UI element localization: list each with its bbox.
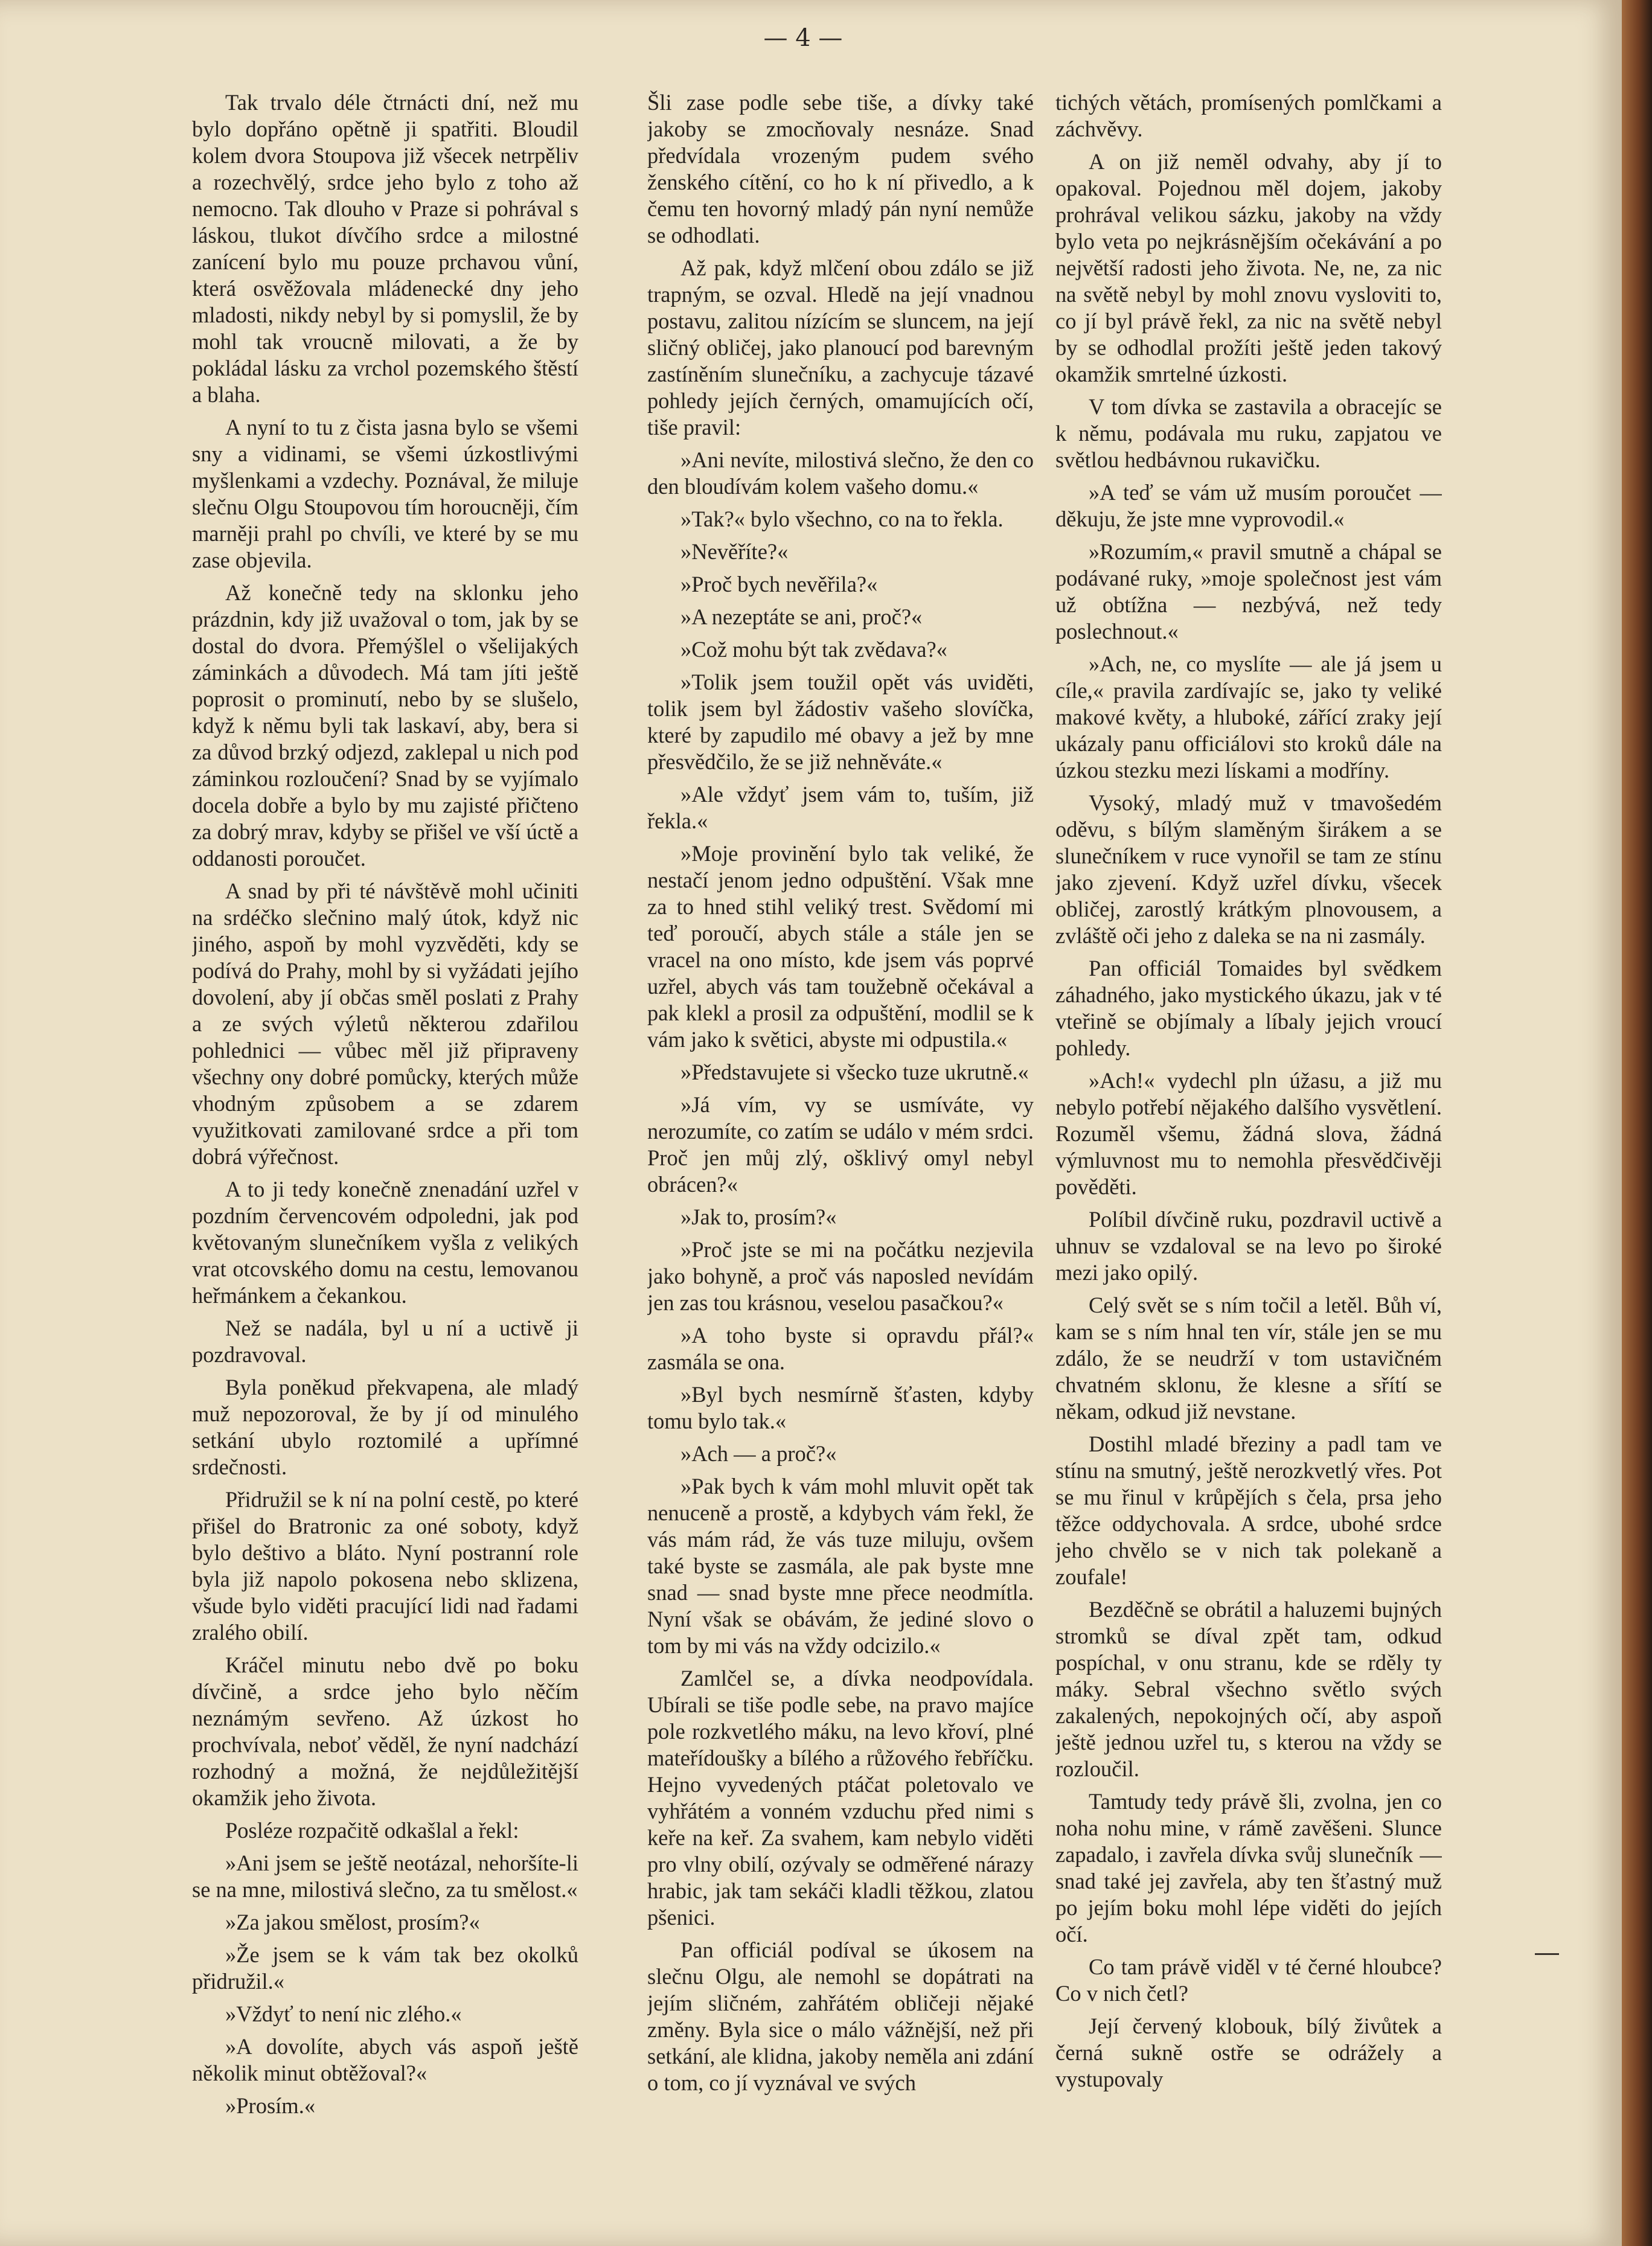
paragraph: Byla poněkud překvapena, ale mladý muž nepozoroval, že by jí od minulého setkání ubylo roztomilé a upřímné srdečnosti.: [192, 1375, 578, 1479]
paragraph: »A dovolíte, abych vás aspoň ještě několik minut obtěžoval?«: [192, 2034, 578, 2085]
paragraph: »Ani jsem se ještě neotázal, nehoršíte-li se na mne, milostivá slečno, za tu smělost.«: [192, 1851, 578, 1902]
paragraph: »Ach, ne, co myslíte — ale já jsem u cíle,« pravila zardívajíc se, jako ty veliké makové květy, a hluboké, zářící zraky její ukázaly panu officiálovi sto kroků dále na úzkou stezku mezi lískami a modříny.: [1055, 651, 1442, 782]
page-number: — 4 —: [763, 24, 843, 52]
text-column-3: [1055, 89, 1442, 2209]
paragraph: »Prosím.«: [225, 2093, 316, 2118]
paragraph: Vysoký, mladý muž v tmavošedém oděvu, s bílým slaměným širákem a se slunečníkem v ruce vynořil se tam ze stínu jako zjevení. Když uzřel dívku, všecek obličej, zarostlý krátkým plnovousem, a zvláště oči jeho z daleka se na ni zasmály.: [1055, 790, 1442, 948]
paragraph: A to ji tedy konečně znenadání uzřel v pozdním červencovém odpoledni, jak pod květovaným slunečníkem vyšla z velikých vrat otcovského domu na cestu, lemovanou heřmánkem a čekankou.: [192, 1177, 578, 1308]
paragraph: »Což mohu být tak zvědava?«: [680, 637, 947, 662]
book-edge: [1622, 0, 1652, 2246]
paragraph: »Proč bych nevěřila?«: [680, 572, 878, 597]
margin-mark: [1535, 1953, 1559, 1955]
paragraph: »Představujete si všecko tuze ukrutně.«: [680, 1060, 1029, 1084]
paragraph: Její červený klobouk, bílý živůtek a černá sukně ostře se odrážely a vystupovaly: [1055, 2014, 1442, 2091]
paragraph: Až konečně tedy na sklonku jeho prázdnin, kdy již uvažoval o tom, jak by se dostal do dvora. Přemýšlel o všelijakých záminkách a důvodech. Má tam jíti ještě poprosit o prominutí, nebo by se slušelo, když k němu byli tak laskaví, aby, bera si za důvod brzký odjezd, zaklepal u nich pod záminkou rozloučení? Snad by se vyjímalo docela dobře a bylo by mu zajisté přičteno za dobrý mrav, kdyby se přišel ve vší úctě a oddanosti poroučet.: [192, 580, 578, 871]
paragraph: »Proč jste se mi na počátku nezjevila jako bohyně, a proč vás naposled nevídám jen zas tou krásnou, veselou pasačkou?«: [647, 1237, 1034, 1315]
paragraph: »Jak to, prosím?«: [680, 1205, 837, 1229]
paragraph: Celý svět se s ním točil a letěl. Bůh ví, kam se s ním hnal ten vír, stále jen se mu zdálo, že se neudrží v tom ustavičném chvatném sklonu, že klesne a sřítí se někam, odkud již nevstane.: [1055, 1293, 1442, 1424]
paragraph: »Moje provinění bylo tak veliké, že nestačí jenom jedno odpuštění. Však mne za to hned stihl veliký trest. Svědomí mi teď poroučí, abych stále a stále jen se vracel na ono místo, kde jsem vás poprvé uzřel, abych vás tam toužebně očekával a pak klekl a prosil za odpuštění, modlil se k vám jako k světici, abyste mi odpustila.«: [647, 841, 1034, 1052]
paragraph: Pan officiál Tomaides byl svědkem záhadného, jako mystického úkazu, jak v té vteřině se objímaly a líbaly jejich vroucí pohledy.: [1055, 956, 1442, 1060]
paragraph: »Za jakou smělost, prosím?«: [225, 1910, 480, 1934]
paragraph: »Nevěříte?«: [680, 539, 789, 564]
paragraph: »Vždyť to není nic zlého.«: [225, 2001, 462, 2026]
paragraph: »Pak bych k vám mohl mluvit opět tak nenuceně a prostě, a kdybych vám řekl, že vás mám rád, že vás tuze miluju, ovšem také byste se zasmála, ale pak byste mne snad — snad byste mne přece neodmítla. Nyní však se obávám, že jediné slovo o tom by mi vás na vždy odcizilo.«: [647, 1474, 1034, 1658]
paragraph: A nyní to tu z čista jasna bylo se všemi sny a vidinami, se všemi úzkostlivými myšlenkami a vzdechy. Poznával, že miluje slečnu Olgu Stoupovou tím horoucněji, čím marněji prahl po chvíli, ve které by se mu zase objevila.: [192, 415, 578, 572]
paragraph: Políbil dívčině ruku, pozdravil uctivě a uhnuv se vzdaloval se na levo po široké mezi jako opilý.: [1055, 1207, 1442, 1285]
paragraph: A snad by při té návštěvě mohl učiniti na srdéčko slečnino malý útok, když nic jiného, aspoň by mohl vyzvěděti, kdy se podívá do Prahy, mohl by si vyžádati jejího dovolení, aby jí občas směl poslati z Prahy a ze svých výletů některou zdařilou pohlednici — vůbec měl již připraveny všechny ony dobré pomůcky, kterých může vhodným způsobem a se zdarem využitkovati zamilované srdce a při tom dobrá výřečnost.: [192, 878, 578, 1169]
paragraph: Šli zase podle sebe tiše, a dívky také jakoby se zmocňovaly nesnáze. Snad předvídala vrozeným pudem svého ženského cítění, co ho k ní přivedlo, a k čemu ten hovorný mladý pán nyní nemůže se odhodlati.: [647, 90, 1034, 248]
paragraph: Tamtudy tedy právě šli, zvolna, jen co noha nohu mine, v rámě zavěšeni. Slunce zapadalo, i zavřela dívka svůj slunečník — snad také jej zavřela, aby ten šťastný muž po jejím boku mohl lépe viděti do jejích očí.: [1055, 1789, 1442, 1947]
paragraph: »Byl bych nesmírně šťasten, kdyby tomu bylo tak.«: [647, 1382, 1034, 1433]
paragraph: Zamlčel se, a dívka neodpovídala. Ubírali se tiše podle sebe, na pravo majíce pole rozkvetlého máku, na levo křoví, plné mateřídoušky a bílého a růžového řebříčku. Hejno vyvedených ptáčat poletovalo ve vyhřátém a vonném vzduchu před nimi s keře na keř. Za svahem, kam nebylo viděti pro vlny obilí, ozývaly se odměřené nárazy hrabic, jak tam sekáči kladli těžkou, zlatou pšenici.: [647, 1666, 1034, 1930]
paragraph: Kráčel minutu nebo dvě po boku dívčině, a srdce jeho bylo něčím neznámým sevřeno. Až úzkost ho prochvívala, neboť věděl, že nyní nadchází rozhodný a možná, že nejdůležitější okamžik jeho života.: [192, 1653, 578, 1810]
paragraph: »Já vím, vy se usmíváte, vy nerozumíte, co zatím se událo v mém srdci. Proč jen můj zlý, ošklivý omyl nebyl obrácen?«: [647, 1092, 1034, 1197]
paragraph: »Tolik jsem toužil opět vás uviděti, tolik jsem byl žádostiv vašeho slovíčka, které by zapudilo mé obavy a jež by mne přesvědčilo, že se již nehněváte.«: [647, 670, 1034, 774]
paragraph: Až pak, když mlčení obou zdálo se již trapným, se ozval. Hledě na její vnadnou postavu, zalitou nízícím se sluncem, na její sličný obličej, jako planoucí pod barevným zastíněním slunečníku, a zachycuje tázavé pohledy jejích černých, omamujících očí, tiše pravil:: [647, 255, 1034, 440]
paragraph: »A nezeptáte se ani, proč?«: [680, 604, 923, 629]
paragraph: Posléze rozpačitě odkašlal a řekl:: [225, 1818, 519, 1843]
text-column-2: [647, 89, 1034, 2209]
paragraph: »Tak?« bylo všechno, co na to řekla.: [680, 507, 1004, 531]
paragraph: »Rozumím,« pravil smutně a chápal se podávané ruky, »moje společnost jest vám už obtížna — nezbývá, než tedy poslechnout.«: [1055, 539, 1442, 644]
text-column-1: [192, 89, 578, 2209]
paragraph: »A toho byste si opravdu přál?« zasmála se ona.: [647, 1323, 1034, 1374]
paragraph: Přidružil se k ní na polní cestě, po které přišel do Bratronic za oné soboty, když bylo deštivo a bláto. Nyní postranní role byla již napolo pokosena nebo sklizena, všude bylo viděti pracující lidi nad řadami zralého obilí.: [192, 1487, 578, 1645]
paragraph: »Ale vždyť jsem vám to, tuším, již řekla.«: [647, 782, 1034, 833]
paragraph: Tak trvalo déle čtrnácti dní, než mu bylo dopřáno opětně ji spatřiti. Bloudil kolem dvora Stoupova již všecek netrpěliv a rozechvělý, srdce jeho bylo z toho až nemocno. Tak dlouho v Praze si pohrával s láskou, tlukot dívčího srdce a milostné zanícení bylo mu pouze prchavou vůní, která osvěžovala mládenecké dny jeho mladosti, nikdy nebyl by si pomyslil, že by mohl tak vroucně milovati, a že by pokládal lásku za vrchol pozemského štěstí a blaha.: [192, 90, 578, 407]
paragraph: »Ach — a proč?«: [680, 1441, 837, 1466]
paragraph: tichých větách, promísených pomlčkami a záchvěvy.: [1055, 90, 1442, 141]
paragraph: Dostihl mladé březiny a padl tam ve stínu na smutný, ještě nerozkvetlý vřes. Pot se mu řinul v krůpějích s čela, prsa jeho těžce oddychovala. A srdce, ubohé srdce jeho chvělo se v nich tak polekaně a zoufale!: [1055, 1432, 1442, 1589]
paragraph: A on již neměl odvahy, aby jí to opakoval. Pojednou měl dojem, jakoby prohrával velikou sázku, jakoby na vždy bylo veta po nejkrásnějším očekávání a po největší radosti jeho života. Ne, ne, za nic na světě nebyl by mohl znovu vysloviti to, co jí byl právě řekl, za nic na světě nebyl by se odhodlal prožíti ještě jeden takový okamžik smrtelné úzkosti.: [1055, 149, 1442, 386]
paragraph: »Že jsem se k vám tak bez okolků přidružil.«: [192, 1942, 578, 1994]
paragraph: »Ach!« vydechl pln úžasu, a již mu nebylo potřebí nějakého dalšího vysvětlení. Rozuměl všemu, žádná slova, žádná výmluvnost mu to nemohla přesvědčivěji pověděti.: [1055, 1068, 1442, 1199]
paragraph: »A teď se vám už musím poroučet — děkuju, že jste mne vyprovodil.«: [1055, 480, 1442, 531]
paragraph: Bezděčně se obrátil a haluzemi bujných stromků se díval zpět tam, odkud pospíchal, v onu stranu, kde se rděly ty máky. Sebral všechno světlo svých zakalených, nepokojných očí, aby aspoň ještě jednou uzřel tu, s kterou na vždy se rozloučil.: [1055, 1597, 1442, 1781]
paragraph: Než se nadála, byl u ní a uctivě ji pozdravoval.: [192, 1316, 578, 1367]
paragraph: Pan officiál podíval se úkosem na slečnu Olgu, ale nemohl se dopátrati na jejím sličném, zahřátém obličeji nějaké změny. Byla sice o málo vážnější, než při setkání, ale klidna, jakoby neměla ani zdání o tom, co jí vyznával ve svých: [647, 1937, 1034, 2095]
paragraph: Co tam právě viděl v té černé hloubce? Co v nich četl?: [1055, 1954, 1442, 2006]
paragraph: V tom dívka se zastavila a obracejíc se k němu, podávala mu ruku, zapjatou ve světlou hedbávnou rukavičku.: [1055, 394, 1442, 472]
paragraph: »Ani nevíte, milostivá slečno, že den co den bloudívám kolem vašeho domu.«: [647, 447, 1034, 499]
